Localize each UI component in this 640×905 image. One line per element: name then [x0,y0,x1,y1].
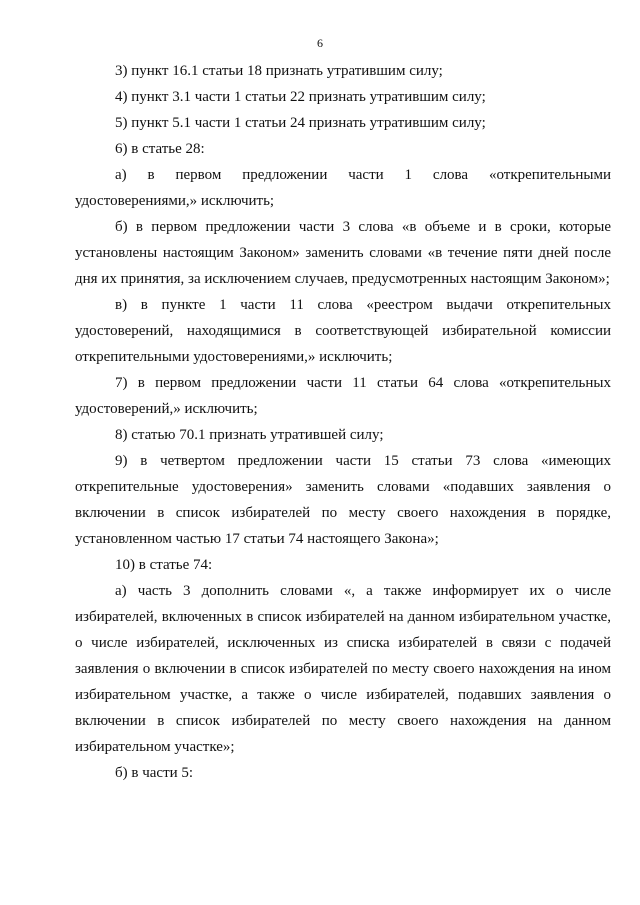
document-body [75,58,611,786]
paragraph-subitem-6b: б) в первом предложении части 3 слова «в объеме и в сроки, которые установлены настоящим Законом» заменить словами «в течение пяти дней после дня их принятия, за исключением случаев, предусмотренных настоящим Законом»; [75,219,611,287]
paragraph-subitem-6a: а) в первом предложении части 1 слова «открепительными удостоверениями,» исключить; [75,167,611,209]
paragraph-item-6: 6) в статье 28: [115,141,205,157]
paragraph-item-10: 10) в статье 74: [115,557,213,573]
paragraph-item-5: 5) пункт 5.1 части 1 статьи 24 признать утратившим силу; [115,115,486,131]
paragraph-subitem-10a: а) часть 3 дополнить словами «, а также информирует их о числе избирателей, включенных в список избирателей на данном избирательном участке, о числе избирателей, исключенных из списка избирателей в связи с подачей заявления о включении в список избирателей по месту своего нахождения на ином избирательном участке, а также о числе избирателей, подавших заявления о включении в список избирателей по месту своего нахождения на данном избирательном участке»; [75,583,611,755]
paragraph-item-8: 8) статью 70.1 признать утратившей силу; [115,427,384,443]
paragraph-subitem-10b: б) в части 5: [115,765,194,781]
paragraph-item-3: 3) пункт 16.1 статьи 18 признать утратившим силу; [115,63,443,79]
paragraph-item-7: 7) в первом предложении части 11 статьи 64 слова «открепительных удостоверений,» исключить; [75,375,611,417]
paragraph-item-9: 9) в четвертом предложении части 15 статьи 73 слова «имеющих открепительные удостоверения» заменить словами «подавших заявления о включении в список избирателей по месту своего нахождения в порядке, установленном частью 17 статьи 74 настоящего Закона»; [75,453,611,547]
page-number: 6 [317,36,323,50]
paragraph-subitem-6v: в) в пункте 1 части 11 слова «реестром выдачи открепительных удостоверений, находящимися в соответствующей избирательной комиссии открепительными удостоверениями,» исключить; [75,297,611,365]
paragraph-item-4: 4) пункт 3.1 части 1 статьи 22 признать утратившим силу; [115,89,486,105]
